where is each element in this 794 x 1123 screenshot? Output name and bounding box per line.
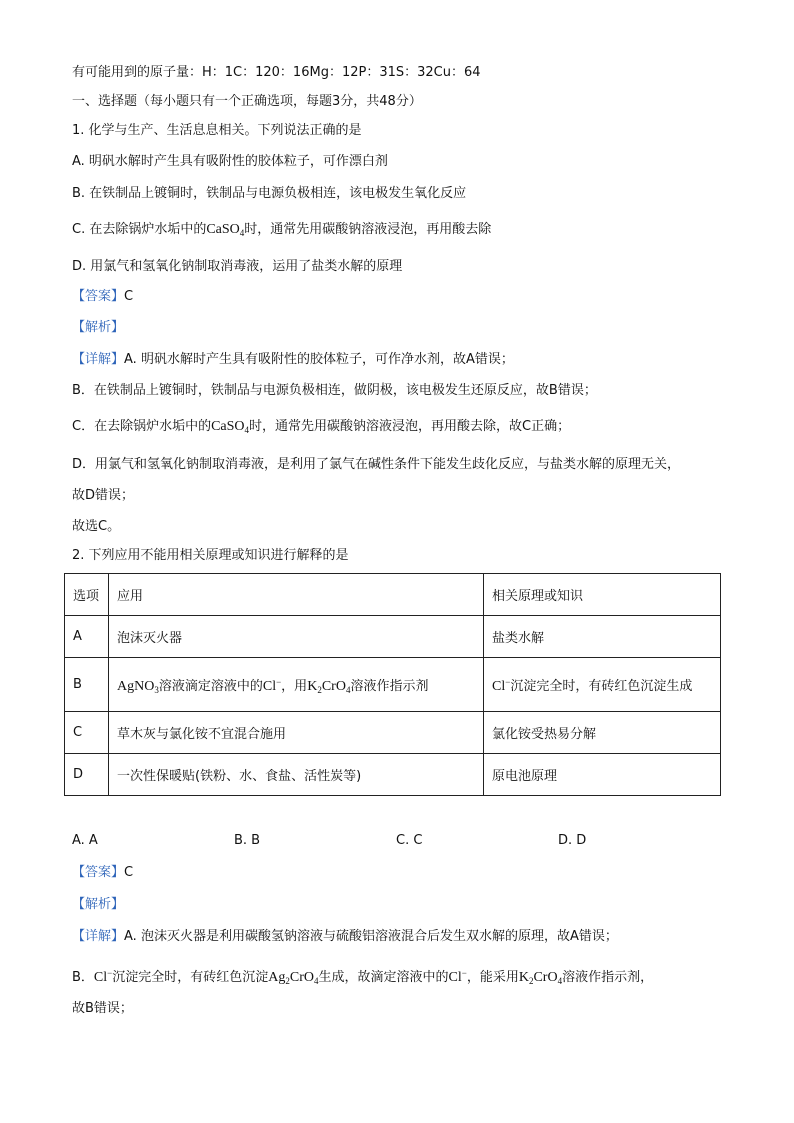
q1-option-c-text-post: 时，通常先用碳酸钠溶液浸泡，再用酸去除 (244, 222, 492, 237)
k2cro4-formula: $K_2CrO_4$ (518, 970, 563, 986)
table-cell-option: A (65, 616, 109, 658)
choice-a: A. A (72, 833, 98, 848)
table-header-principle: 相关原理或知识 (484, 574, 721, 616)
table-cell-option: C (65, 712, 109, 754)
chloride-ion-formula: Cl− (262, 676, 282, 694)
table-header-row (65, 574, 721, 616)
table-cell-option: B (65, 658, 109, 712)
table-cell-application: 泡沫灭火器 (109, 616, 484, 658)
q1-stem: 1. 化学与生产、生活息息相关。下列说法正确的是 (72, 123, 362, 138)
table-row (65, 658, 721, 712)
table-cell-principle: 盐类水解 (484, 616, 721, 658)
table-cell-principle: 原电池原理 (484, 754, 721, 796)
q1-analysis-tag: 【解析】 (72, 320, 125, 335)
ag2cro4-formula: $Ag_2CrO_4$ (268, 970, 319, 986)
caso4-formula: CaSO$_4$ (206, 222, 245, 238)
table-cell-principle: 氯化铵受热易分解 (484, 712, 721, 754)
k2cro4-formula: $K_2CrO_4$ (307, 678, 351, 695)
table-row (65, 754, 721, 796)
q1-conclusion: 故选C。 (72, 519, 121, 534)
q1-detail-b: B．在铁制品上镀铜时，铁制品与电源负极相连，做阴极，该电极发生还原反应，故B错误； (72, 383, 597, 398)
atomic-mass-line: 有可能用到的原子量：H：1C：120：16Mg：12P：31S：32Cu：64 (72, 65, 481, 80)
q2-detail-b-1: B．Cl−沉淀完全时，有砖红色沉淀$Ag_2CrO_4$生成，故滴定溶液中的Cl−，能采用$K_2CrO_4$溶液作指示剂， (72, 968, 654, 986)
q2-analysis-tag: 【解析】 (72, 897, 125, 912)
q2-detail-b-2: 故B错误； (72, 1001, 133, 1016)
q1-option-c-text-pre: C. 在去除锅炉水垢中的 (72, 222, 207, 237)
table-cell-application: 一次性保暖贴(铁粉、水、食盐、活性炭等) (109, 754, 484, 796)
table-cell-principle: Cl−沉淀完全时，有砖红色沉淀生成 (484, 658, 721, 712)
q2-detail-a: 【详解】A. 泡沫灭火器是利用碳酸氢钠溶液与硫酸铝溶液混合后发生双水解的原理，故A错误； (72, 929, 618, 944)
table-cell-application: 草木灰与氯化铵不宜混合施用 (109, 712, 484, 754)
caso4-formula: CaSO$_4$ (211, 419, 250, 435)
chloride-ion-formula: Cl− (448, 968, 467, 985)
q1-answer: 【答案】C (72, 289, 134, 304)
choice-c: C. C (396, 833, 423, 848)
q2-answer: 【答案】C (72, 865, 134, 880)
choice-d: D. D (558, 833, 587, 848)
q1-detail-c: C．在去除锅炉水垢中的CaSO$_4$时，通常先用碳酸钠溶液浸泡，再用酸去除，故C正确； (72, 419, 571, 435)
table-cell-option: D (65, 754, 109, 796)
q2-stem: 2. 下列应用不能用相关原理或知识进行解释的是 (72, 548, 349, 563)
q1-detail-d-2: 故D错误； (72, 488, 135, 503)
table-header-option: 选项 (65, 574, 109, 616)
q1-detail-a: 【详解】A. 明矾水解时产生具有吸附性的胶体粒子，可作净水剂，故A错误； (72, 352, 514, 367)
section-heading: 一、选择题（每小题只有一个正确选项，每题3分，共48分） (72, 94, 422, 109)
choice-b: B. B (234, 833, 261, 848)
table-row (65, 712, 721, 754)
q1-option-c (72, 221, 491, 242)
chloride-ion-formula: Cl− (93, 968, 113, 985)
q2-choices (0, 833, 794, 851)
table-header-application: 应用 (109, 574, 484, 616)
table-cell-application: AgNO$_3$溶液滴定溶液中的Cl−，用$K_2CrO_4$溶液作指示剂 (109, 658, 484, 712)
q1-detail-d-1: D．用氯气和氢氧化钠制取消毒液，是利用了氯气在碱性条件下能发生歧化反应，与盐类水解的原理无关， (72, 457, 681, 472)
chloride-ion-formula: Cl− (492, 676, 511, 694)
q1-option-b: B. 在铁制品上镀铜时，铁制品与电源负极相连，该电极发生氧化反应 (72, 186, 467, 201)
q1-option-d: D. 用氯气和氢氧化钠制取消毒液，运用了盐类水解的原理 (72, 259, 403, 274)
q2-options-table (64, 573, 721, 796)
q1-option-a: A. 明矾水解时产生具有吸附性的胶体粒子，可作漂白剂 (72, 154, 388, 169)
agno3-formula: AgNO$_3$ (117, 678, 159, 695)
table-row (65, 616, 721, 658)
